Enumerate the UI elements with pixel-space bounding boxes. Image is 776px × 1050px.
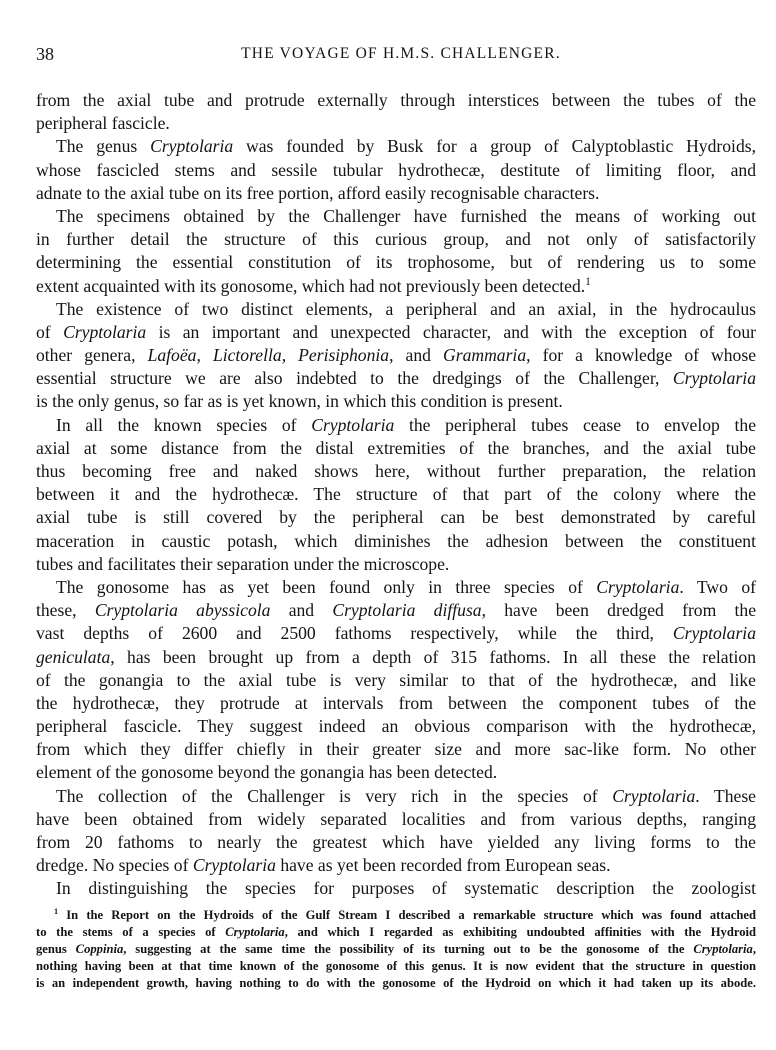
text-line — [36, 228, 756, 251]
text-line — [36, 808, 756, 831]
text-line — [36, 646, 756, 669]
text-line — [36, 854, 756, 877]
italic-run: Perisiphonia — [298, 345, 390, 366]
text-line — [36, 622, 756, 645]
text-line — [36, 941, 756, 958]
text-run: other genera, — [36, 345, 148, 366]
text-run: , for a knowledge of whose — [526, 345, 757, 366]
text-run: . These — [695, 785, 756, 806]
text-line — [36, 715, 756, 738]
text-line — [36, 958, 756, 975]
text-run: whose fascicled stems and sessile tubular hydrothecæ, destitute of limiting floor, and — [36, 159, 756, 180]
text-run: . Two of — [679, 576, 756, 597]
text-run: is an independent growth, having nothing to do with the gonosome of the Hydroid on which it had taken up its abode. — [36, 976, 756, 990]
italic-run: Cryptolaria — [225, 925, 285, 939]
text-line — [36, 251, 756, 274]
text-run: thus becoming free and naked shows here, without further preparation, the relation — [36, 461, 756, 481]
text-line — [36, 89, 756, 112]
text-line — [36, 877, 756, 900]
text-run: The gonosome has as yet been found only in three species of — [56, 576, 597, 597]
body-text — [36, 89, 756, 901]
paragraph — [36, 89, 756, 135]
text-run: was founded by Busk for a group of Calyptoblastic Hydroids, — [233, 136, 756, 157]
text-run: , has been brought up from a depth of 315 fathoms. In all these the relation — [110, 646, 756, 667]
text-run: adnate to the axial tube on its free portion, afford easily recognisable characters. — [36, 182, 600, 203]
italic-run: Cryptolaria — [311, 414, 395, 435]
text-run: nothing having been at that time known of the gonosome of this genus. It is now evident that the structure in question — [36, 959, 756, 973]
italic-run: Cryptolaria diffusa — [332, 600, 482, 621]
text-line — [36, 321, 756, 344]
text-run: to the stems of a species of — [36, 925, 226, 939]
text-run: tubes and facilitates their separation under the microscope. — [36, 553, 450, 574]
text-line — [36, 907, 756, 924]
text-line — [36, 414, 756, 437]
footnote-marker: 1 — [585, 275, 591, 288]
text-run: , have been dredged from the — [481, 600, 757, 621]
text-run: from 20 fathoms to nearly the greatest which have yielded any living forms to the — [36, 832, 756, 852]
text-line — [36, 530, 756, 553]
text-run: have as yet been recorded from European seas. — [275, 855, 611, 876]
text-run: the peripheral tubes cease to envelop the — [394, 414, 757, 435]
text-line — [36, 367, 756, 390]
italic-run: Cryptolaria — [150, 136, 234, 157]
text-run: have been obtained from widely separated localities and from various depths, ranging — [36, 808, 756, 829]
italic-run: Cryptolaria — [693, 942, 753, 956]
text-run: these, — [36, 600, 95, 621]
footnotes — [36, 907, 756, 992]
text-line — [36, 437, 756, 460]
footnote-marker: 1 — [54, 906, 59, 916]
paragraph — [36, 785, 756, 878]
text-line — [36, 761, 756, 784]
italic-run: geniculata — [36, 646, 111, 667]
text-run: The existence of two distinct elements, a peripheral and an axial, in the hydrocaulus — [56, 298, 756, 319]
text-run: peripheral fascicle. They suggest indeed an obvious comparison with the hydrothecæ, — [36, 716, 756, 737]
text-run: , and which I regarded as exhibiting undoubted affinities with the Hydroid — [284, 925, 756, 939]
text-run: axial at some distance from the distal extremities of the branches, and the axial tube — [36, 437, 756, 458]
text-line — [36, 275, 756, 298]
text-line — [36, 390, 756, 413]
text-line — [36, 553, 756, 576]
text-run: the hydrothecæ, they protrude at intervals from between the component tubes of the — [36, 692, 756, 713]
text-run: axial tube is still covered by the peripheral can be best demonstrated by careful — [36, 507, 756, 528]
text-run: from the axial tube and protrude externally through interstices between the tubes of the — [36, 90, 756, 110]
text-run: of the gonangia to the axial tube is very similar to that of the hydrothecæ, and like — [36, 669, 756, 690]
text-line — [36, 576, 756, 599]
italic-run: Coppinia — [75, 942, 124, 956]
text-run: of — [36, 321, 64, 342]
paragraph — [36, 414, 756, 576]
italic-run: Lictorella — [212, 345, 282, 366]
text-run: is an important and unexpected character, and with the exception of four — [146, 321, 757, 342]
italic-run: Cryptolaria — [672, 623, 756, 644]
text-run: In all the known species of — [56, 414, 312, 435]
text-line — [36, 599, 756, 622]
text-run: extent acquainted with its gonosome, which had not previously been detected. — [36, 275, 586, 296]
text-line — [36, 483, 756, 506]
text-run: The genus — [56, 136, 151, 157]
text-run: element of the gonosome beyond the gonangia has been detected. — [36, 762, 498, 783]
text-run: dredge. No species of — [36, 855, 193, 876]
text-run: peripheral fascicle. — [36, 113, 170, 134]
text-line — [36, 831, 756, 854]
italic-run: Cryptolaria — [596, 576, 680, 597]
running-header — [36, 44, 756, 68]
text-line — [36, 182, 756, 205]
text-run: In the Report on the Hydroids of the Gulf Stream I described a remarkable structure which was found attached — [58, 908, 756, 922]
text-run: determining the essential constitution of its trophosome, but of rendering us to some — [36, 252, 756, 273]
text-run: , suggesting at the same time the possibility of its turning out to be the gonosome of the — [123, 942, 694, 956]
italic-run: Cryptolaria — [63, 321, 147, 342]
text-run: , and — [389, 345, 444, 366]
footnote — [36, 907, 756, 992]
text-run: , — [752, 942, 756, 956]
text-line — [36, 975, 756, 992]
paragraph — [36, 205, 756, 298]
paragraph — [36, 135, 756, 205]
text-line — [36, 460, 756, 483]
italic-run: Cryptolaria — [192, 855, 276, 876]
page-number: 38 — [36, 44, 54, 64]
italic-run: Lafoëa — [147, 345, 197, 366]
text-run: In distinguishing the species for purposes of systematic description the zoologist — [56, 878, 756, 899]
text-run: genus — [36, 942, 76, 956]
text-run: vast depths of 2600 and 2500 fathoms respectively, while the third, — [36, 623, 673, 644]
text-line — [36, 924, 756, 941]
text-run: between it and the hydrothecæ. The structure of that part of the colony where the — [36, 484, 756, 505]
text-run: and — [270, 600, 333, 621]
text-line — [36, 692, 756, 715]
text-line — [36, 506, 756, 529]
text-run: in further detail the structure of this curious group, and not only of satisfactorily — [36, 229, 756, 250]
paragraph — [36, 877, 756, 900]
italic-run: Grammaria — [443, 345, 527, 366]
text-run: essential structure we are also indebted to the dredgings of the Challenger, — [36, 368, 673, 389]
text-run: from which they differ chiefly in their greater size and more sac-like form. No other — [36, 739, 756, 760]
text-line — [36, 112, 756, 135]
running-title: THE VOYAGE OF H.M.S. CHALLENGER. — [241, 45, 561, 62]
text-run: The collection of the Challenger is very rich in the species of — [56, 785, 613, 806]
text-run: is the only genus, so far as is yet known, in which this condition is present. — [36, 391, 563, 412]
text-line — [36, 205, 756, 228]
text-run: , — [196, 345, 213, 366]
text-line — [36, 298, 756, 321]
italic-run: Cryptolaria abyssicola — [94, 600, 271, 621]
text-line — [36, 135, 756, 158]
text-run: The specimens obtained by the Challenger have furnished the means of working out — [56, 205, 756, 226]
text-line — [36, 785, 756, 808]
text-line — [36, 159, 756, 182]
paragraph — [36, 298, 756, 414]
text-run: , — [281, 345, 299, 366]
text-line — [36, 669, 756, 692]
paragraph — [36, 576, 756, 785]
italic-run: Cryptolaria — [672, 368, 756, 389]
text-line — [36, 344, 756, 367]
text-run: maceration in caustic potash, which diminishes the adhesion between the constituent — [36, 530, 756, 551]
text-line — [36, 738, 756, 761]
italic-run: Cryptolaria — [612, 785, 696, 806]
